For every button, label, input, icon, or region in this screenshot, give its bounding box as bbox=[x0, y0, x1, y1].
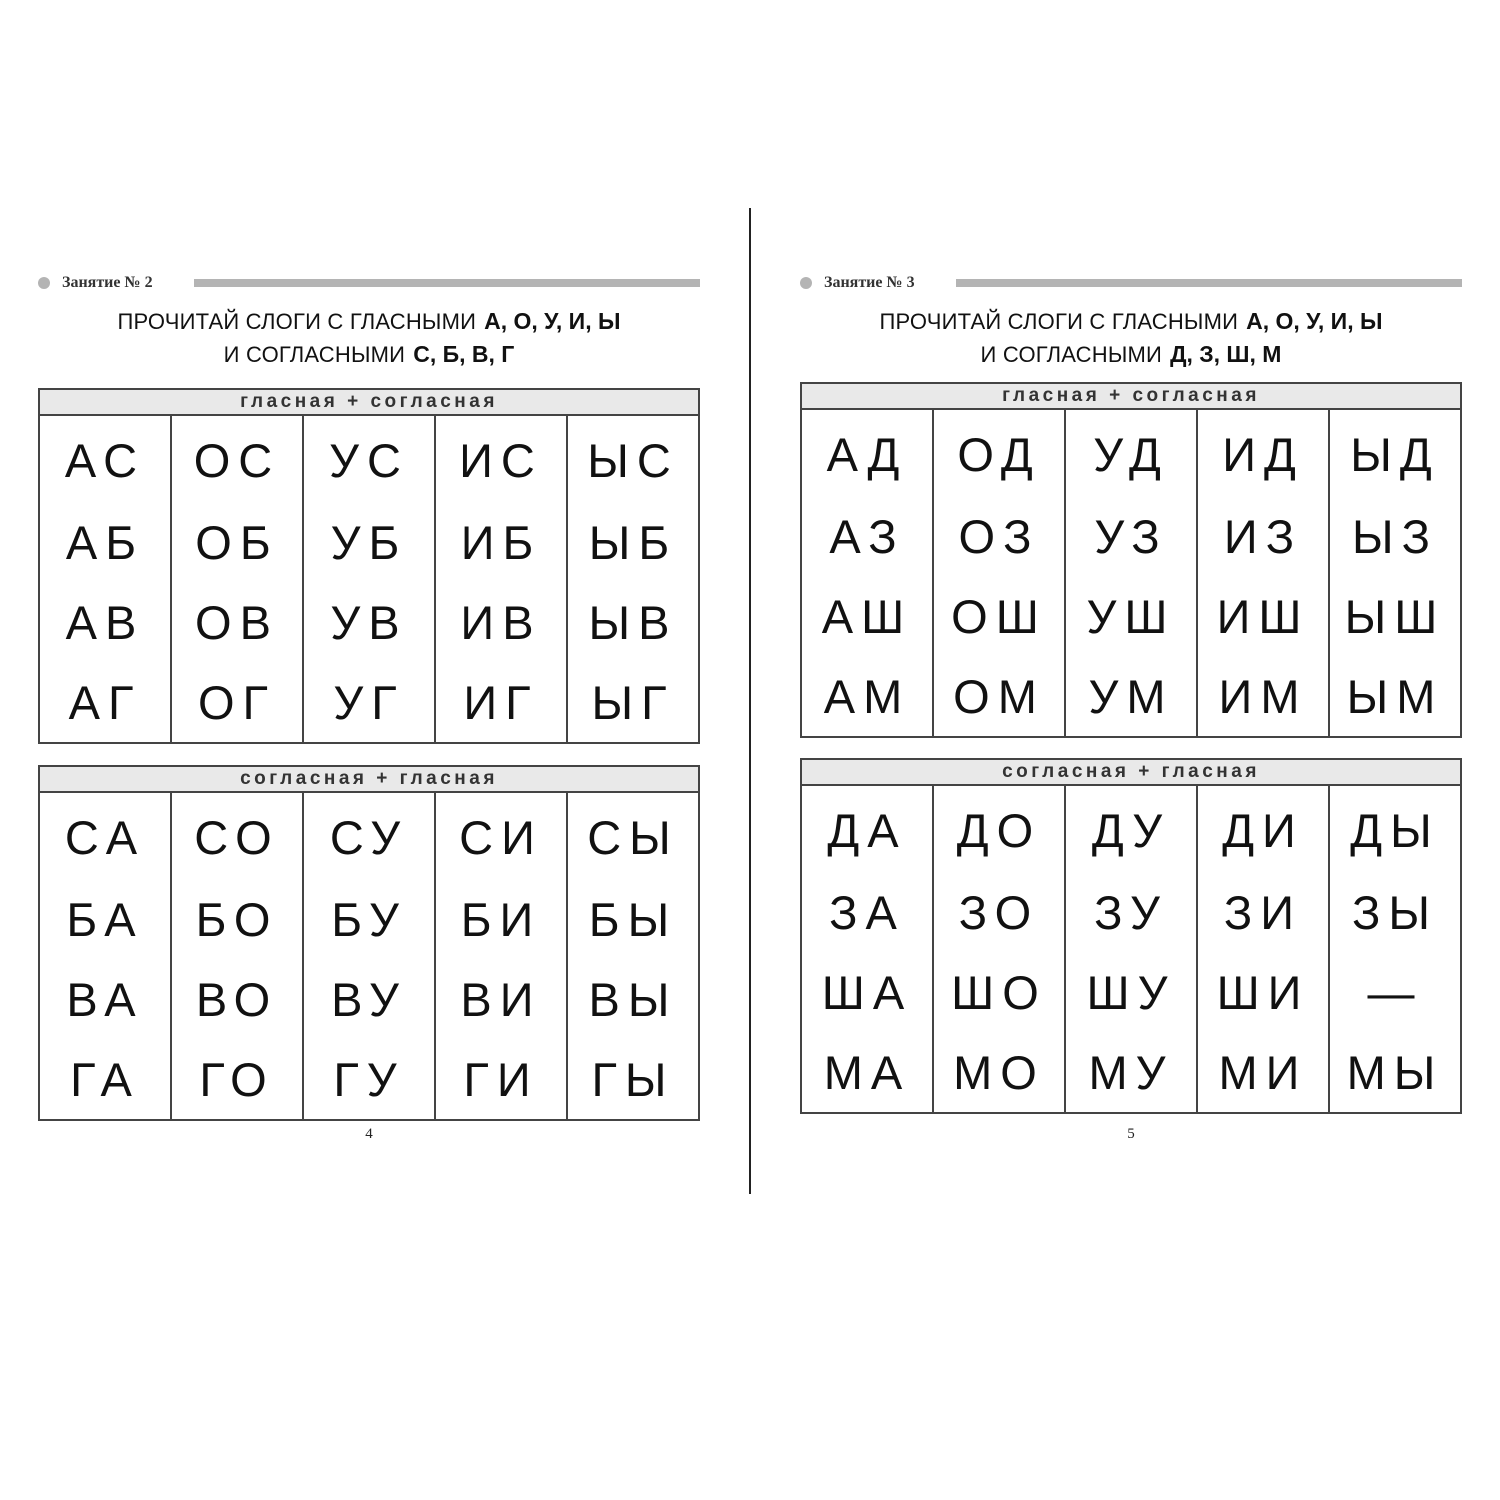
table-row bbox=[39, 502, 699, 582]
syllable-cell: ДИ bbox=[1197, 785, 1329, 872]
syllable-cell: УГ bbox=[303, 662, 435, 743]
syllable-cell: ОД bbox=[933, 409, 1065, 496]
syllable-cell: ОГ bbox=[171, 662, 303, 743]
syllable-cell: СА bbox=[39, 792, 171, 879]
table-row bbox=[39, 582, 699, 662]
instruction-text: И СОГЛАСНЫМИ bbox=[980, 342, 1163, 367]
table-row bbox=[39, 792, 699, 879]
syllable-cell: БЫ bbox=[567, 879, 699, 959]
syllable-cell: ИБ bbox=[435, 502, 567, 582]
syllable-cell: БО bbox=[171, 879, 303, 959]
syllable-cell: ВО bbox=[171, 959, 303, 1039]
syllable-cell: СО bbox=[171, 792, 303, 879]
syllable-cell: ВЫ bbox=[567, 959, 699, 1039]
syllable-cell: БА bbox=[39, 879, 171, 959]
syllable-cell: ДЫ bbox=[1329, 785, 1461, 872]
syllable-cell: ГО bbox=[171, 1039, 303, 1120]
table-header: согласная + гласная bbox=[801, 759, 1461, 785]
syllable-cell: ШУ bbox=[1065, 952, 1197, 1032]
syllable-cell: ДО bbox=[933, 785, 1065, 872]
table-row bbox=[801, 409, 1461, 496]
syllable-table-vowel-consonant bbox=[800, 382, 1462, 738]
syllable-table-consonant-vowel bbox=[800, 758, 1462, 1114]
consonants-list: С, Б, В, Г bbox=[413, 341, 515, 367]
syllable-cell: ИС bbox=[435, 415, 567, 502]
syllable-cell: АМ bbox=[801, 656, 933, 737]
syllable-cell: ИМ bbox=[1197, 656, 1329, 737]
syllable-cell: СИ bbox=[435, 792, 567, 879]
vowels-list: А, О, У, И, Ы bbox=[484, 308, 621, 334]
lesson-header bbox=[800, 275, 1462, 291]
syllable-cell: ГИ bbox=[435, 1039, 567, 1120]
syllable-cell: УД bbox=[1065, 409, 1197, 496]
syllable-cell: УВ bbox=[303, 582, 435, 662]
instruction bbox=[38, 305, 700, 371]
syllable-cell: ЫГ bbox=[567, 662, 699, 743]
syllable-cell: ЫЗ bbox=[1329, 496, 1461, 576]
syllable-cell: АШ bbox=[801, 576, 933, 656]
syllable-cell: АД bbox=[801, 409, 933, 496]
syllable-cell: УМ bbox=[1065, 656, 1197, 737]
syllable-cell: ОВ bbox=[171, 582, 303, 662]
table-row bbox=[39, 415, 699, 502]
lesson-title: Занятие № 3 bbox=[824, 274, 915, 291]
syllable-cell: ЗЫ bbox=[1329, 872, 1461, 952]
lesson-title: Занятие № 2 bbox=[62, 274, 153, 291]
table-row bbox=[39, 959, 699, 1039]
syllable-cell: ДУ bbox=[1065, 785, 1197, 872]
syllable-cell: МА bbox=[801, 1032, 933, 1113]
vowels-list: А, О, У, И, Ы bbox=[1246, 308, 1383, 334]
syllable-cell: ЗУ bbox=[1065, 872, 1197, 952]
instruction-text: ПРОЧИТАЙ СЛОГИ С ГЛАСНЫМИ bbox=[879, 309, 1239, 334]
syllable-cell: АБ bbox=[39, 502, 171, 582]
syllable-cell: ДА bbox=[801, 785, 933, 872]
table-row bbox=[39, 662, 699, 743]
syllable-cell: ОБ bbox=[171, 502, 303, 582]
syllable-cell: ОЗ bbox=[933, 496, 1065, 576]
table-row bbox=[801, 576, 1461, 656]
bullet-icon bbox=[800, 277, 812, 289]
table-header: гласная + согласная bbox=[801, 383, 1461, 409]
syllable-cell: МИ bbox=[1197, 1032, 1329, 1113]
syllable-cell: УБ bbox=[303, 502, 435, 582]
syllable-cell: СУ bbox=[303, 792, 435, 879]
syllable-cell: УШ bbox=[1065, 576, 1197, 656]
table-row bbox=[801, 785, 1461, 872]
syllable-cell: ОС bbox=[171, 415, 303, 502]
table-header: гласная + согласная bbox=[39, 389, 699, 415]
syllable-cell: АВ bbox=[39, 582, 171, 662]
syllable-cell: МО bbox=[933, 1032, 1065, 1113]
table-row bbox=[39, 879, 699, 959]
syllable-cell: ВА bbox=[39, 959, 171, 1039]
instruction-line-2 bbox=[38, 338, 700, 371]
lesson-header bbox=[38, 275, 700, 291]
table-row bbox=[801, 872, 1461, 952]
syllable-cell: ИШ bbox=[1197, 576, 1329, 656]
table-row bbox=[801, 952, 1461, 1032]
syllable-cell: АС bbox=[39, 415, 171, 502]
syllable-cell: ОШ bbox=[933, 576, 1065, 656]
instruction-text: И СОГЛАСНЫМИ bbox=[223, 342, 406, 367]
page-number: 4 bbox=[365, 1126, 373, 1142]
table-header: согласная + гласная bbox=[39, 766, 699, 792]
instruction-line-2 bbox=[800, 338, 1462, 371]
instruction-line-1 bbox=[800, 305, 1462, 338]
syllable-cell: ЫБ bbox=[567, 502, 699, 582]
syllable-cell: ЗИ bbox=[1197, 872, 1329, 952]
consonants-list: Д, З, Ш, М bbox=[1170, 341, 1282, 367]
book-spine-divider bbox=[749, 208, 751, 1194]
syllable-cell: ЫМ bbox=[1329, 656, 1461, 737]
syllable-cell: ИГ bbox=[435, 662, 567, 743]
table-row bbox=[39, 1039, 699, 1120]
syllable-cell: ВУ bbox=[303, 959, 435, 1039]
syllable-cell: ИД bbox=[1197, 409, 1329, 496]
syllable-cell: ЫВ bbox=[567, 582, 699, 662]
page-number: 5 bbox=[1127, 1126, 1135, 1142]
syllable-cell: ИЗ bbox=[1197, 496, 1329, 576]
syllable-cell: ШИ bbox=[1197, 952, 1329, 1032]
syllable-cell: ШО bbox=[933, 952, 1065, 1032]
syllable-cell: ША bbox=[801, 952, 933, 1032]
syllable-table-consonant-vowel bbox=[38, 765, 700, 1121]
syllable-cell: МЫ bbox=[1329, 1032, 1461, 1113]
header-rule bbox=[194, 279, 700, 287]
syllable-cell: АЗ bbox=[801, 496, 933, 576]
syllable-cell: ГА bbox=[39, 1039, 171, 1120]
syllable-cell: АГ bbox=[39, 662, 171, 743]
syllable-cell: ГУ bbox=[303, 1039, 435, 1120]
bullet-icon bbox=[38, 277, 50, 289]
syllable-cell: БИ bbox=[435, 879, 567, 959]
syllable-cell: УС bbox=[303, 415, 435, 502]
syllable-cell: ЫС bbox=[567, 415, 699, 502]
syllable-cell: СЫ bbox=[567, 792, 699, 879]
syllable-cell: ГЫ bbox=[567, 1039, 699, 1120]
header-rule bbox=[956, 279, 1462, 287]
syllable-table-vowel-consonant bbox=[38, 388, 700, 744]
table-row bbox=[801, 1032, 1461, 1113]
syllable-cell: ЫШ bbox=[1329, 576, 1461, 656]
syllable-cell: ЗА bbox=[801, 872, 933, 952]
syllable-cell-dash: — bbox=[1329, 952, 1461, 1032]
instruction-text: ПРОЧИТАЙ СЛОГИ С ГЛАСНЫМИ bbox=[117, 309, 477, 334]
instruction bbox=[800, 305, 1462, 371]
syllable-cell: МУ bbox=[1065, 1032, 1197, 1113]
syllable-cell: ЗО bbox=[933, 872, 1065, 952]
syllable-cell: ИВ bbox=[435, 582, 567, 662]
syllable-cell: БУ bbox=[303, 879, 435, 959]
table-row bbox=[801, 656, 1461, 737]
syllable-cell: ОМ bbox=[933, 656, 1065, 737]
table-row bbox=[801, 496, 1461, 576]
instruction-line-1 bbox=[38, 305, 700, 338]
syllable-cell: УЗ bbox=[1065, 496, 1197, 576]
syllable-cell: ЫД bbox=[1329, 409, 1461, 496]
syllable-cell: ВИ bbox=[435, 959, 567, 1039]
